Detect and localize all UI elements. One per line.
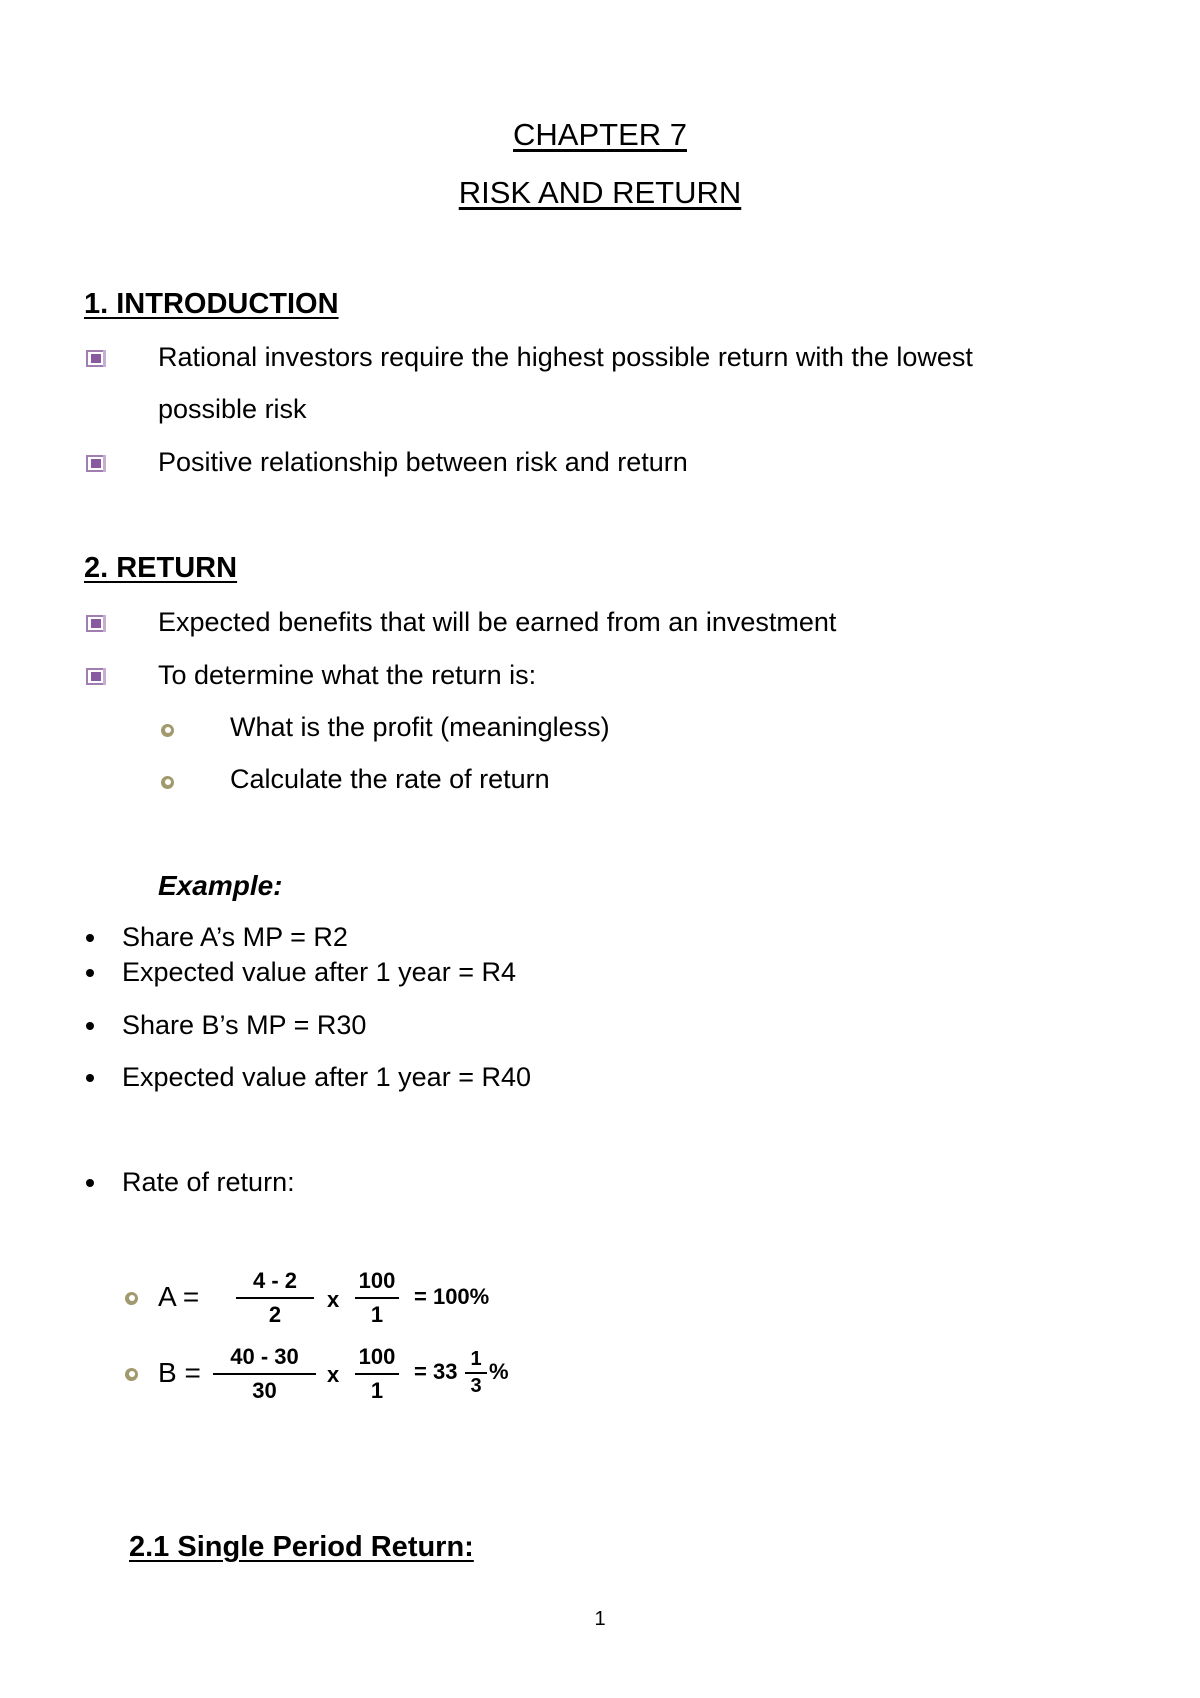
rate-of-return-label: Rate of return: bbox=[122, 1167, 295, 1197]
example-label: Example: bbox=[158, 870, 283, 901]
formula-a-frac1-numerator: 4 - 2 bbox=[252, 1268, 298, 1293]
square-bullet-icon bbox=[86, 350, 106, 367]
formula-b-result-prefix: = 33 bbox=[414, 1359, 458, 1384]
dot-bullet-icon bbox=[86, 1179, 94, 1187]
dot-bullet-icon bbox=[86, 934, 94, 942]
formula-b-frac2-denominator: 1 bbox=[370, 1378, 384, 1403]
page-number: 1 bbox=[594, 1608, 606, 1630]
chapter-title: CHAPTER 7 bbox=[513, 117, 687, 152]
example-item-4: Expected value after 1 year = R40 bbox=[122, 1062, 531, 1092]
return-sub-1: What is the profit (meaningless) bbox=[230, 712, 610, 742]
circle-bullet-icon bbox=[161, 776, 174, 789]
circle-bullet-icon bbox=[161, 724, 174, 737]
return-sub-2: Calculate the rate of return bbox=[230, 764, 550, 794]
circle-bullet-icon bbox=[125, 1368, 138, 1381]
square-bullet-icon bbox=[86, 455, 106, 472]
formula-b-fraction-2 bbox=[355, 1344, 399, 1404]
formula-a-fraction-1 bbox=[236, 1268, 314, 1328]
introduction-heading: 1. INTRODUCTION bbox=[84, 288, 339, 320]
formula-b-frac2-numerator: 100 bbox=[358, 1344, 396, 1369]
return-heading: 2. RETURN bbox=[84, 552, 238, 584]
formula-a-times: x bbox=[327, 1287, 340, 1312]
formula-b-label: B = bbox=[158, 1357, 201, 1388]
intro-bullet-1-line-1: Rational investors require the highest possible return with the lowest bbox=[158, 342, 973, 372]
formula-a-frac2-denominator: 1 bbox=[370, 1302, 384, 1327]
circle-bullet-icon bbox=[125, 1292, 138, 1305]
intro-bullet-2: Positive relationship between risk and return bbox=[158, 447, 688, 477]
single-period-return-heading: 2.1 Single Period Return: bbox=[129, 1531, 474, 1563]
formula-b-fraction-1 bbox=[213, 1344, 316, 1404]
intro-bullet-1-line-2: possible risk bbox=[158, 394, 307, 424]
return-bullet-2: To determine what the return is: bbox=[158, 660, 537, 690]
formula-b-times: x bbox=[327, 1362, 340, 1387]
formula-a-fraction-2 bbox=[355, 1268, 399, 1328]
formula-b-result-fraction bbox=[465, 1348, 487, 1398]
formula-b-frac1-denominator: 30 bbox=[252, 1378, 277, 1403]
dot-bullet-icon bbox=[86, 969, 94, 977]
chapter-subtitle: RISK AND RETURN bbox=[458, 175, 742, 210]
formula-b-result-numerator: 1 bbox=[470, 1348, 482, 1370]
formula-b-result-suffix: % bbox=[489, 1359, 509, 1384]
formula-b-frac1-numerator: 40 - 30 bbox=[230, 1344, 299, 1369]
square-bullet-icon bbox=[86, 615, 106, 632]
formula-a-frac2-numerator: 100 bbox=[358, 1268, 396, 1293]
formula-a-frac1-denominator: 2 bbox=[268, 1302, 282, 1327]
example-item-2: Expected value after 1 year = R4 bbox=[122, 957, 516, 987]
square-bullet-icon bbox=[86, 668, 106, 685]
dot-bullet-icon bbox=[86, 1022, 94, 1030]
formula-a-result: = 100% bbox=[414, 1284, 490, 1309]
example-item-3: Share B’s MP = R30 bbox=[122, 1010, 367, 1040]
return-bullet-1: Expected benefits that will be earned from an investment bbox=[158, 607, 837, 637]
example-item-1: Share A’s MP = R2 bbox=[122, 922, 348, 952]
formula-b-result-denominator: 3 bbox=[470, 1375, 482, 1397]
dot-bullet-icon bbox=[86, 1074, 94, 1082]
formula-a-label: A = bbox=[158, 1281, 200, 1312]
